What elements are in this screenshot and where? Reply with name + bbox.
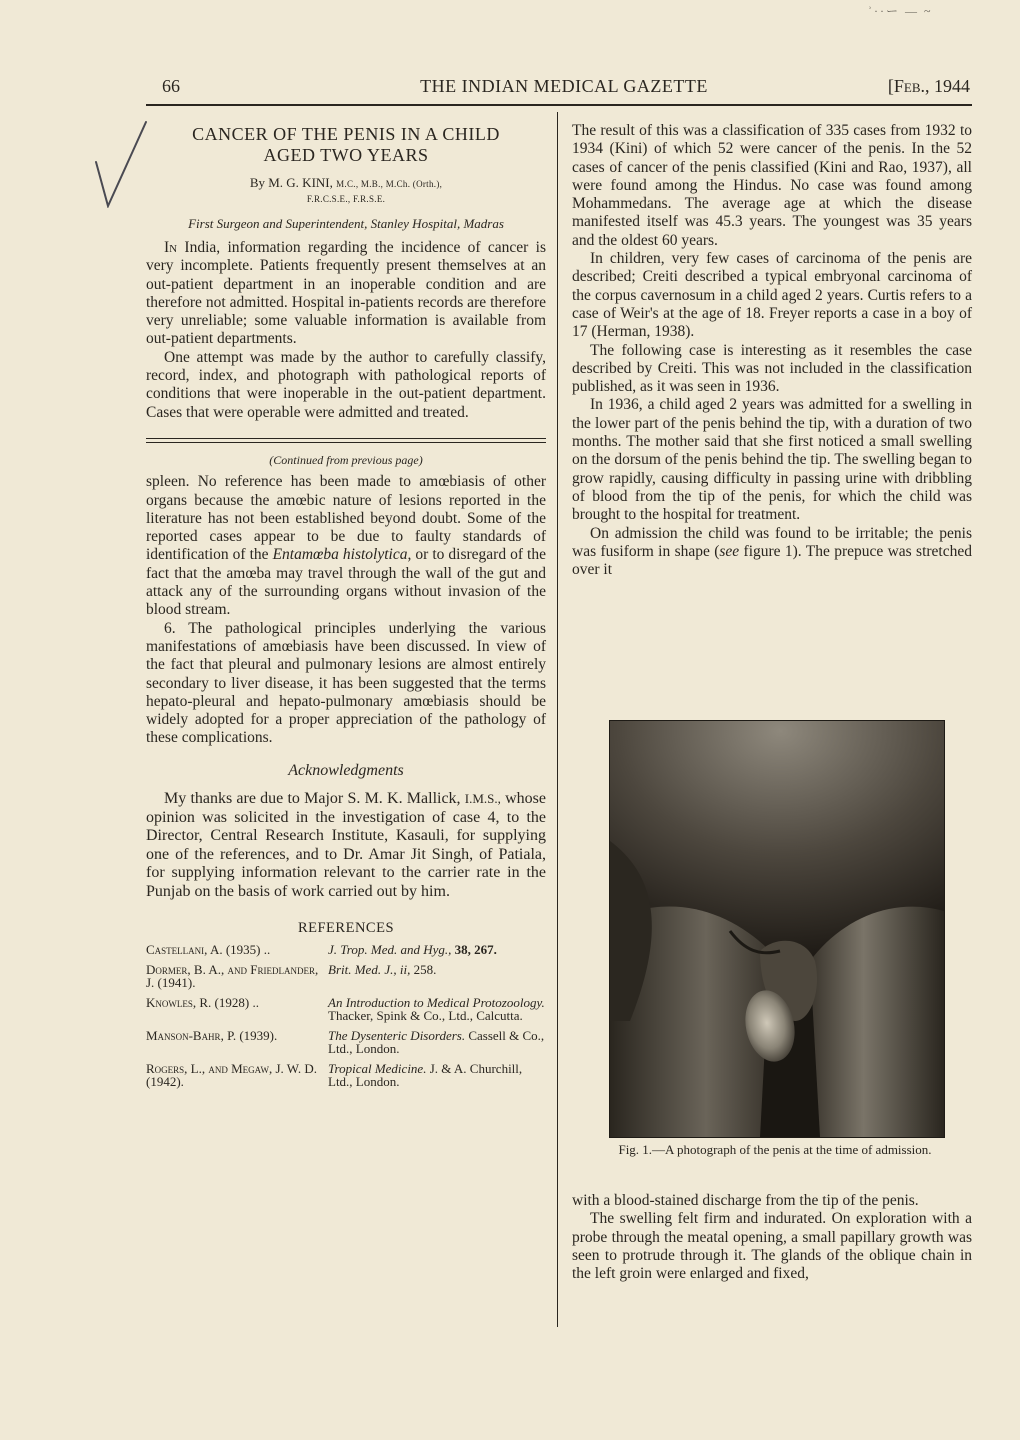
references-heading: REFERENCES [297, 920, 395, 937]
reference-item: Dormer, B. A., and Friedlander, J. (1941). Brit. Med. J., ii, 258. [146, 961, 437, 991]
right-paragraph-6: with a blood-stained discharge from the tip of the penis. [572, 1192, 919, 1209]
right-paragraph-5: On admission the child was found to be irritable; the penis was fusiform in shape (see figure 1). The prepuce was stretched over it [572, 524, 972, 579]
left-column [146, 124, 546, 1095]
page-number: 66 [162, 76, 180, 96]
acknowledgments-text: My thanks are due to Major S. M. K. Mallick, I.M.S., whose opinion was solicited in the investigation of case 4, to the Director, Central Research Institute, Kasauli, for supplying one of the references, and to Dr. Amar Jit Singh, of Patiala, for supplying information relevant to the carrier rate in the Punjab on the basis of work carried out by him. [146, 790, 547, 900]
figure-1-caption: Fig. 1.—A photograph of the penis at the time of admission. [618, 1142, 932, 1157]
reference-item: Castellani, A. (1935) .. J. Trop. Med. and Hyg., 38, 267. [146, 942, 497, 958]
section-double-rule [146, 438, 546, 443]
intro-paragraph-1: In India, information regarding the incidence of cancer is very incomplete. Patients frequently present themselves at an out-patient department in an inoperable condition and are therefore not admitted. Hospital in-patients records are therefore very unreliable; some valuable information is available from out-patient departments. [146, 239, 546, 348]
reference-item: Manson-Bahr, P. (1939). The Dysenteric Disorders. Cassell & Co., Ltd., London. [146, 1027, 545, 1057]
intro-paragraph-2: One attempt was made by the author to carefully classify, record, index, and photograph with pathological reports of conditions that were inoperable in the out-patient department. Cases that were operable were admitted and treated. [146, 348, 546, 421]
acknowledgments-heading: Acknowledgments [288, 761, 404, 779]
right-paragraph-7: The swelling felt firm and indurated. On exploration with a probe through the meatal opening, a small papillary growth was seen to protrude through it. The glands of the oblique chain in the left groin were enlarged and fixed, [572, 1210, 972, 1283]
reference-item: Knowles, R. (1928) .. An Introduction to Medical Protozoology. Thacker, Spink & Co., Ltd., Calcutta. [146, 994, 545, 1024]
page-header [158, 74, 970, 104]
article-title: CANCER OF THE PENIS IN A CHILD AGED TWO YEARS [192, 124, 500, 165]
margin-pencil-marks: ʾ··ー — ~ [868, 4, 933, 18]
right-column-lower [572, 1192, 972, 1283]
right-column [572, 122, 972, 579]
pencil-check-mark [90, 118, 150, 208]
issue-date: [Feb., 1944 [887, 76, 970, 96]
references-list [146, 943, 546, 1095]
right-paragraph-1: The result of this was a classification of 335 cases from 1932 to 1934 (Kini) of which 52 were cancer of the penis. In the 52 cases of cancer of the penis classified (Kini and Rao, 1937), all were found among the Hindus. No case was found among Mohammedans. The average age at which the disease manifested itself was 45.3 years. The youngest was 35 years and the oldest 60 years. [572, 122, 972, 249]
reference-item: Rogers, L., and Megaw, J. W. D. (1942). Tropical Medicine. J. & A. Churchill, Ltd., London. [146, 1060, 523, 1090]
continued-paragraph-2: 6. The pathological principles underlying the various manifestations of amœbiasis have been discussed. In view of the fact that pleural and pulmonary lesions are almost entirely secondary to liver disease, it has been suggested that the terms hepato-pleural and hepato-pulmonary amœbiasis should be widely adopted for a proper appreciation of the pathology of these complications. [146, 619, 546, 747]
continued-note: (Continued from previous page) [269, 452, 423, 467]
journal-title: THE INDIAN MEDICAL GAZETTE [420, 76, 708, 96]
figure-1-photograph [609, 720, 945, 1138]
right-paragraph-4: In 1936, a child aged 2 years was admitted for a swelling in the lower part of the penis behind the tip, with a duration of two months. The mother said that she first noticed a small swelling on the dorsum of the penis behind the tip. The swelling began to grow rapidly, causing difficulty in passing urine with dribbling of blood from the tip of the penis, for which the child was brought to the hospital for treatment. [572, 396, 972, 524]
clinical-photograph [610, 721, 944, 1137]
column-divider [557, 112, 558, 1327]
author-byline: By M. G. KINI, M.C., M.B., M.Ch. (Orth.), F.R.C.S.E., F.R.S.E. [249, 175, 443, 204]
author-affiliation: First Surgeon and Superintendent, Stanley Hospital, Madras [188, 216, 504, 231]
continued-paragraph-1: spleen. No reference has been made to amœbiasis of other organs because the amœbic nature of lesions reported in the literature has not been established beyond doubt. Some of the reported cases appear to be due to faulty standards of identification of the Entamœba histolytica, or to disregard of the fact that the amœba may travel through the wall of the gut and attack any of the surrounding organs without invasion of the blood stream. [146, 473, 546, 619]
right-paragraph-3: The following case is interesting as it resembles the case described by Creiti. This was not included in the classification published, as it was seen in 1936. [572, 341, 972, 396]
header-rule [146, 104, 972, 106]
right-paragraph-2: In children, very few cases of carcinoma of the penis are described; Creiti described a typical embryonal carcinoma of the corpus cavernosum in a child aged 2 years. Curtis refers to a case of Weir's at the age of 18. Freyer reports a case in a boy of 17 (Herman, 1938). [572, 250, 972, 341]
